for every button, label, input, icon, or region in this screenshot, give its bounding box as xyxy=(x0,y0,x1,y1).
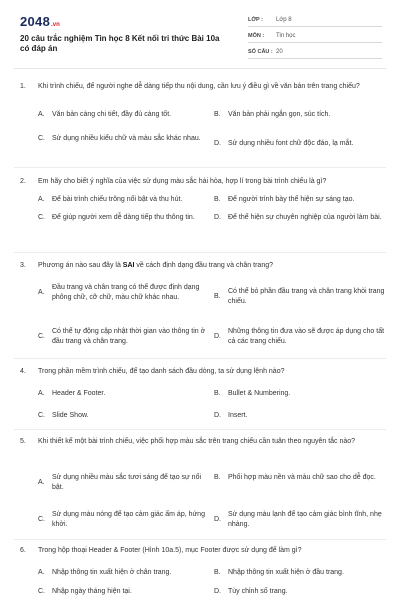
site-logo[interactable] xyxy=(20,14,60,30)
meta-row-count xyxy=(248,46,382,59)
question-body xyxy=(38,261,386,271)
option-key: B. xyxy=(214,293,221,300)
option-a[interactable] xyxy=(38,389,208,399)
option-text: Văn bản phải ngắn gọn, súc tích. xyxy=(228,111,331,118)
meta-label: MÔN : xyxy=(248,33,265,39)
option-a[interactable] xyxy=(38,283,208,303)
question-divider xyxy=(14,539,386,540)
option-text: Sử dụng nhiều font chữ độc đáo, lạ mắt. xyxy=(228,140,354,147)
option-text: Phối hợp màu nền và màu chữ sao cho dễ đọc. xyxy=(228,474,376,481)
option-a[interactable] xyxy=(38,110,208,120)
option-key: A. xyxy=(38,289,45,296)
option-text: Sử dụng nhiều kiểu chữ và màu sắc khác nhau. xyxy=(52,135,201,142)
option-text: Sử dụng màu nóng để tạo cảm giác ấm áp, hứng khởi. xyxy=(52,511,205,528)
option-text: Nhập ngày tháng hiện tại. xyxy=(52,588,132,595)
option-text: Bullet & Numbering. xyxy=(228,390,291,397)
meta-label: SỐ CÂU : xyxy=(248,49,273,55)
question-divider xyxy=(14,358,386,359)
option-key: B. xyxy=(214,196,221,203)
option-c[interactable] xyxy=(38,587,208,597)
option-key: A. xyxy=(38,390,45,397)
meta-label: LỚP : xyxy=(248,17,263,23)
question-divider xyxy=(14,167,386,168)
option-d[interactable] xyxy=(214,587,386,597)
question-number: 6. xyxy=(20,547,26,554)
meta-value: Lớp 8 xyxy=(276,17,292,23)
option-key: B. xyxy=(214,390,221,397)
option-text: Để người trình bày thể hiện sự sáng tạo. xyxy=(228,196,355,203)
question-2 xyxy=(20,177,386,187)
question-text xyxy=(20,177,386,187)
option-key: C. xyxy=(38,516,45,523)
option-d[interactable] xyxy=(214,139,386,149)
document-meta xyxy=(248,14,382,62)
question-body: Em hãy cho biết ý nghĩa của việc sử dụng màu sắc hài hòa, hợp lí trong bài trình chiếu là gì? xyxy=(38,178,327,185)
option-key: D. xyxy=(214,333,221,340)
meta-row-grade xyxy=(248,14,382,27)
option-key: B. xyxy=(214,111,221,118)
question-text xyxy=(20,437,386,447)
question-1 xyxy=(20,82,386,92)
option-text: Slide Show. xyxy=(52,412,89,419)
option-key: D. xyxy=(214,588,221,595)
logo-main-text: 2048 xyxy=(20,14,51,29)
option-text: Nhập thông tin xuất hiện ở chân trang. xyxy=(52,569,172,576)
question-5 xyxy=(20,437,386,447)
option-text: Tùy chỉnh số trang. xyxy=(228,588,288,595)
option-text: Sử dụng nhiều màu sắc tươi sáng để tạo sự nổi bật. xyxy=(52,474,202,491)
option-c[interactable] xyxy=(38,327,208,347)
question-number: 5. xyxy=(20,438,26,445)
question-number: 4. xyxy=(20,368,26,375)
option-text: Có thể bỏ phần đầu trang và chân trang khỏi trang chiếu. xyxy=(228,288,385,305)
question-text xyxy=(20,367,386,377)
question-divider xyxy=(14,252,386,253)
header-divider xyxy=(14,68,386,69)
question-number: 2. xyxy=(20,178,26,185)
option-text: Insert. xyxy=(228,412,248,419)
option-key: A. xyxy=(38,196,45,203)
option-b[interactable] xyxy=(214,195,386,205)
option-text: Những thông tin đưa vào sẽ được áp dụng cho tất cả các trang chiếu. xyxy=(228,328,385,345)
option-b[interactable] xyxy=(214,287,386,307)
option-key: C. xyxy=(38,333,45,340)
question-body: Trong hộp thoại Header & Footer (Hình 10a.5), mục Footer được sử dụng để làm gì? xyxy=(38,547,302,554)
document-header xyxy=(20,14,382,60)
option-key: B. xyxy=(214,474,221,481)
option-c[interactable] xyxy=(38,510,208,530)
option-key: A. xyxy=(38,479,45,486)
logo-domain-text: .vn xyxy=(51,22,60,28)
question-4 xyxy=(20,367,386,377)
option-a[interactable] xyxy=(38,195,208,205)
question-6 xyxy=(20,546,386,556)
option-key: C. xyxy=(38,214,45,221)
option-text: Văn bản càng chi tiết, đầy đủ càng tốt. xyxy=(52,111,172,118)
question-text-part: về cách định dạng đầu trang và chân trang? xyxy=(134,262,273,269)
question-body: Khi trình chiếu, để người nghe dễ dàng tiếp thu nội dung, cần lưu ý điều gì về văn bản trên trang chiếu? xyxy=(38,83,360,90)
meta-row-subject xyxy=(248,30,382,43)
option-key: D. xyxy=(214,412,221,419)
question-number: 3. xyxy=(20,262,26,269)
meta-value: Tin học xyxy=(276,33,296,39)
option-key: A. xyxy=(38,111,45,118)
option-d[interactable] xyxy=(214,510,386,530)
option-text: Nhập thông tin xuất hiện ở đầu trang. xyxy=(228,569,344,576)
option-b[interactable] xyxy=(214,389,386,399)
option-key: D. xyxy=(214,140,221,147)
question-number: 1. xyxy=(20,83,26,90)
option-key: D. xyxy=(214,516,221,523)
option-b[interactable] xyxy=(214,568,386,578)
option-d[interactable] xyxy=(214,411,386,421)
option-c[interactable] xyxy=(38,134,208,144)
option-key: C. xyxy=(38,135,45,142)
option-b[interactable] xyxy=(214,473,386,483)
option-c[interactable] xyxy=(38,411,208,421)
question-divider xyxy=(14,429,386,430)
option-c[interactable] xyxy=(38,213,208,223)
option-text: Để thể hiện sự chuyên nghiệp của người làm bài. xyxy=(228,214,382,221)
option-text: Có thể tự động cập nhật thời gian vào thông tin ở đầu trang và chân trang. xyxy=(52,328,206,345)
option-text: Sử dụng màu lạnh để tạo cảm giác bình tĩnh, nhẹ nhàng. xyxy=(228,511,382,528)
option-d[interactable] xyxy=(214,327,386,347)
meta-value: 20 xyxy=(276,49,283,55)
option-text: Để giúp người xem dễ dàng tiếp thu thông tin. xyxy=(52,214,195,221)
option-key: D. xyxy=(214,214,221,221)
option-text: Để bài trình chiếu trông nổi bật và thu hút. xyxy=(52,196,183,203)
question-text xyxy=(20,546,386,556)
option-key: C. xyxy=(38,412,45,419)
option-text: Header & Footer. xyxy=(52,390,106,397)
option-text: Đầu trang và chân trang có thể được định dạng phông chữ, cỡ chữ, màu chữ khác nhau. xyxy=(52,284,200,301)
question-text xyxy=(20,82,386,92)
question-text-part: Phương án nào sau đây là xyxy=(38,262,123,269)
question-emphasis: SAI xyxy=(122,262,135,269)
question-text xyxy=(20,261,386,271)
option-key: A. xyxy=(38,569,45,576)
question-3 xyxy=(20,261,386,271)
option-d[interactable] xyxy=(214,213,386,223)
option-b[interactable] xyxy=(214,110,386,120)
option-a[interactable] xyxy=(38,473,208,493)
question-body: Khi thiết kế một bài trình chiếu, việc phối hợp màu sắc trên trang chiếu cần tuân theo nguyên tắc nào? xyxy=(38,438,356,445)
option-a[interactable] xyxy=(38,568,208,578)
option-key: C. xyxy=(38,588,45,595)
question-body: Trong phần mềm trình chiếu, để tạo danh sách đầu dòng, ta sử dụng lệnh nào? xyxy=(38,368,285,375)
document-title: 20 câu trắc nghiệm Tin học 8 Kết nối tri thức Bài 10a có đáp án xyxy=(20,34,220,53)
option-key: B. xyxy=(214,569,221,576)
